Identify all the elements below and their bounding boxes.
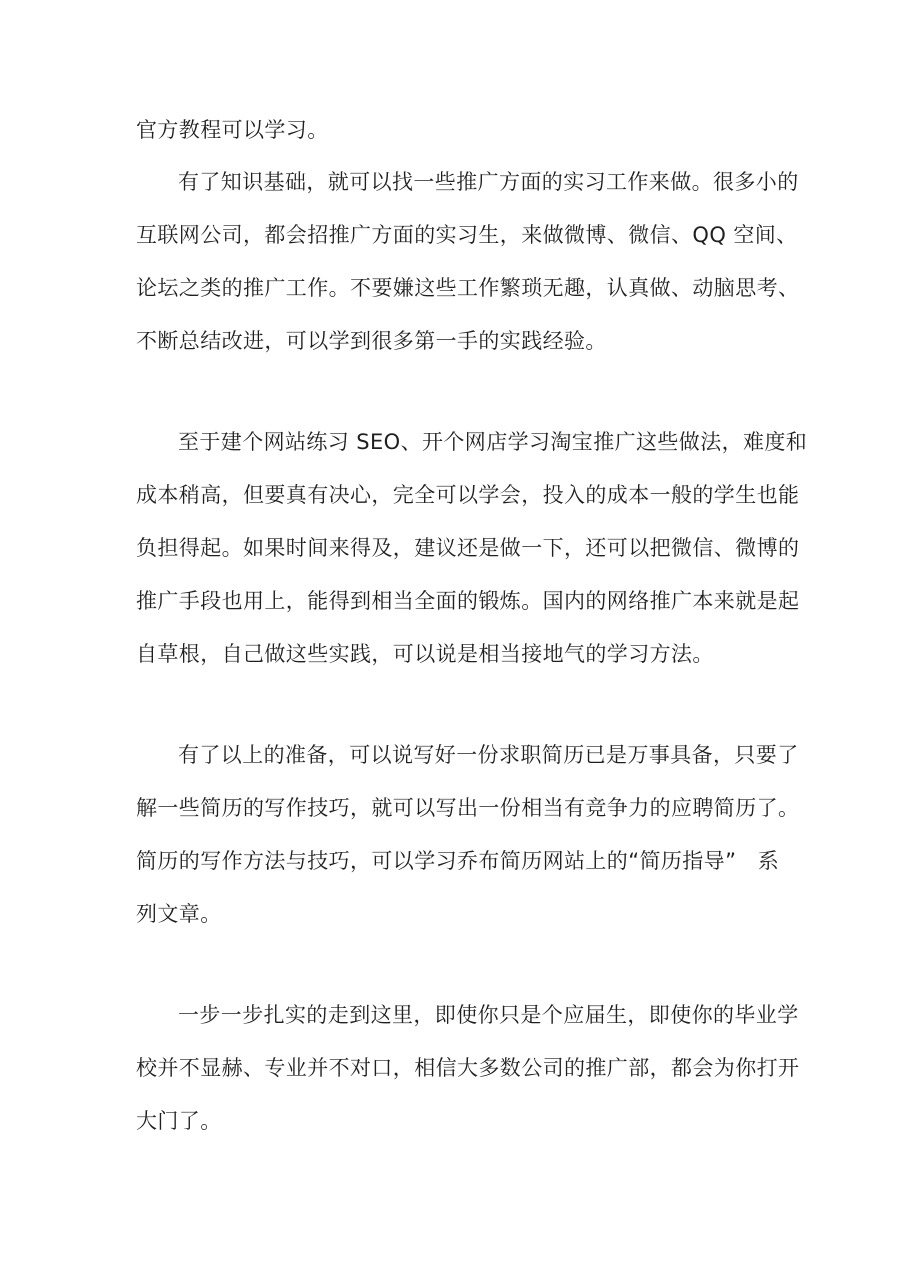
text-line: 校并不显赫、专业并不对口，相信大多数公司的推广部，都会为你打开 bbox=[136, 1056, 800, 1080]
text-line: 有了知识基础，就可以找一些推广方面的实习工作来做。很多小的 bbox=[178, 170, 799, 194]
text-line: 官方教程可以学习。 bbox=[136, 118, 329, 142]
text-line: 论坛之类的推广工作。不要嫌这些工作繁琐无趣，认真做、动脑思考、 bbox=[136, 276, 800, 300]
text-line: 不断总结改进，可以学到很多第一手的实践经验。 bbox=[136, 329, 607, 353]
text-line: 负担得起。如果时间来得及，建议还是做一下，还可以把微信、微博的 bbox=[136, 536, 800, 560]
text-line: 有了以上的准备，可以说写好一份求职简历已是万事具备，只要了 bbox=[178, 743, 799, 767]
text-line: 互联网公司，都会招推广方面的实习生，来做微博、微信、QQ 空间、 bbox=[136, 223, 798, 247]
text-line: 解一些简历的写作技巧，就可以写出一份相当有竞争力的应聘简历了。 bbox=[136, 796, 800, 820]
text-line: 列文章。 bbox=[136, 902, 222, 926]
text-line: 推广手段也用上，能得到相当全面的锻炼。国内的网络推广本来就是起 bbox=[136, 589, 800, 613]
text-line: 一步一步扎实的走到这里，即使你只是个应届生，即使你的毕业学 bbox=[178, 1003, 799, 1027]
text-line: 成本稍高，但要真有决心，完全可以学会，投入的成本一般的学生也能 bbox=[136, 483, 800, 507]
text-line: 简历的写作方法与技巧，可以学习乔布简历网站上的“简历指导” 系 bbox=[136, 849, 780, 873]
text-line: 自草根，自己做这些实践，可以说是相当接地气的学习方法。 bbox=[136, 642, 714, 666]
text-line: 大门了。 bbox=[136, 1109, 222, 1133]
text-line: 至于建个网站练习 SEO、开个网店学习淘宝推广这些做法，难度和 bbox=[178, 430, 808, 454]
